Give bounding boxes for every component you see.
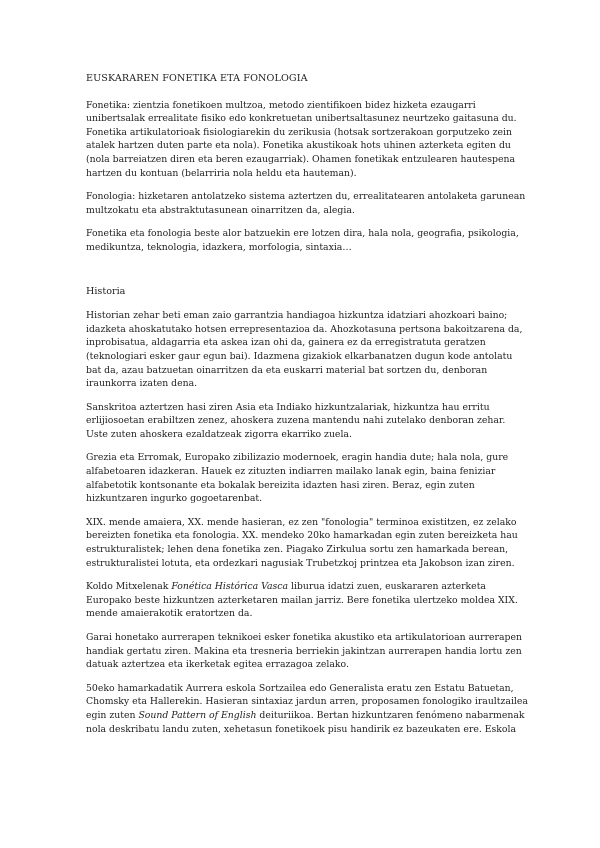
paragraph-history-generative — [86, 682, 530, 736]
generative-text-after: deituriikoa. Bertan hizkuntzaren fenómeno nabarmenak nola deskribatu landu zuten, xehetasun fonetikoek pisu handirik ez bazeukaten ere. Eskola — [86, 709, 525, 735]
section-spacer — [86, 265, 530, 285]
paragraph-history-sanskrit: Sanskritoa aztertzen hasi ziren Asia eta Indiako hizkuntzalariak, hizkuntza hau erritu erlijiosoetan erabiltzen zenez, ahoskera zuzena mantendu nahi zutelako denboran zehar. Uste zuten ahoskera ezaldatzeak zigorra ekarriko zuela. — [86, 401, 506, 440]
paragraph-related-fields: Fonetika eta fonologia beste alor batzuekin ere lotzen dira, hala nola, geografia, psikologia, medikuntza, teknologia, idazkera, morfologia, sintaxia… — [86, 228, 519, 253]
section-heading-historia: Historia — [86, 285, 126, 297]
paragraph-fonetika: Fonetika: zientzia fonetikoen multzoa, metodo zientifikoen bidez hizketa ezaugarri unibertsalak errealitate fisiko edo konkretuetan unibertsaltasunez neurtzeko gaitasuna du. Fonetika artikulatorioak fisiologiarekin du zerikusia (hotsak sortzerakoan gorputzeko zein atalek hartzen duten parte eta nola). Fonetika akustikoak hots uhinen azterketa egiten du (nola barreiatzen diren eta beren ezaugarriak). Ohamen fonetikak entzulearen hautespena hartzen du kontuan (belarriria nola heldu eta hauteman). — [86, 99, 517, 179]
generative-work-title: Sound Pattern of English — [138, 709, 257, 721]
mitxelena-text-before: Koldo Mitxelenak — [86, 581, 172, 593]
paragraph-history-technology: Garai honetako aurrerapen teknikoei esker fonetika akustiko eta artikulatorioan aurrerapen handiak gertatu ziren. Makina eta tresneria berriekin jakintzan aurrerapen handia lortu zen datuak aztertzea eta ikerketak egitea errazagoa zelako. — [86, 632, 522, 671]
paragraph-history-mitxelena — [86, 580, 530, 621]
mitxelena-book-title: Fonética Histórica Vasca — [171, 581, 289, 593]
paragraph-history-writing: Historian zehar beti eman zaio garrantzia handiagoa hizkuntza idatziari ahozkoari baino; idazketa ahoskatutako hotsen errepresentazioa da. Ahozkotasuna pertsona bakoitzarena da, inprobisatua, aldagarria eta askea izan ohi da, gainera ez da erregistratuta geratzen (teknologiari esker gaur egun bai). Idazmena gizakiok elkarbanatzen dugun kode antolatu bat da, azau batzuetan oinarritzen da eta euskarri material bat sortzen du, denboran iraunkorra izaten dena. — [86, 310, 523, 390]
paragraph-fonologia: Fonologia: hizketaren antolatzeko sistema aztertzen du, errealitatearen antolaketa garunean multzokatu eta abstraktutasunean oinarritzen da, alegia. — [86, 191, 526, 216]
paragraph-history-greece-rome: Grezia eta Erromak, Europako zibilizazio modernoek, eragin handia dute; hala nola, gure alfabetoaren idazkeran. Hauek ez zituzten indiarren mailako lanak egin, baina feniziar alfabetotik kontsonante eta bokalak bereizita idazten hasi ziren. Beraz, egin zuten hizkuntzaren ingurko gogoetarenbat. — [86, 452, 509, 505]
mitxelena-text-after: liburua idatzi zuen, euskararen azterketa Europako beste hizkuntzen azterketaren mailan jarriz. Bere fonetika ulertzeko moldea XIX. mende amaierakotik eratortzen da. — [86, 581, 518, 620]
document-title: EUSKARAREN FONETIKA ETA FONOLOGIA — [86, 73, 308, 84]
generative-text-before: 50eko hamarkadatik Aurrera eskola Sortzailea edo Generalista eratu zen Estatu Batuetan, Chomsky eta Hallerekin. Hasieran sintaxiaz jardun arren, proposamen fonologiko iraultzailea egin zuten — [86, 682, 528, 721]
paragraph-history-structuralism: XIX. mende amaiera, XX. mende hasieran, ez zen "fonologia" terminoa existitzen, ez zelako bereizten fonetika eta fonologia. XX. mendeko 20ko hamarkadan egin zuten bereizketa hau estrukturalistek; lehen dena fonetika zen. Piagako Zirkulua sortu zen hamarkada berean, estrukturalistei lotuta, eta ordezkari nagusiak Trubetzkoj printzea eta Jakobson izan ziren. — [86, 516, 518, 569]
